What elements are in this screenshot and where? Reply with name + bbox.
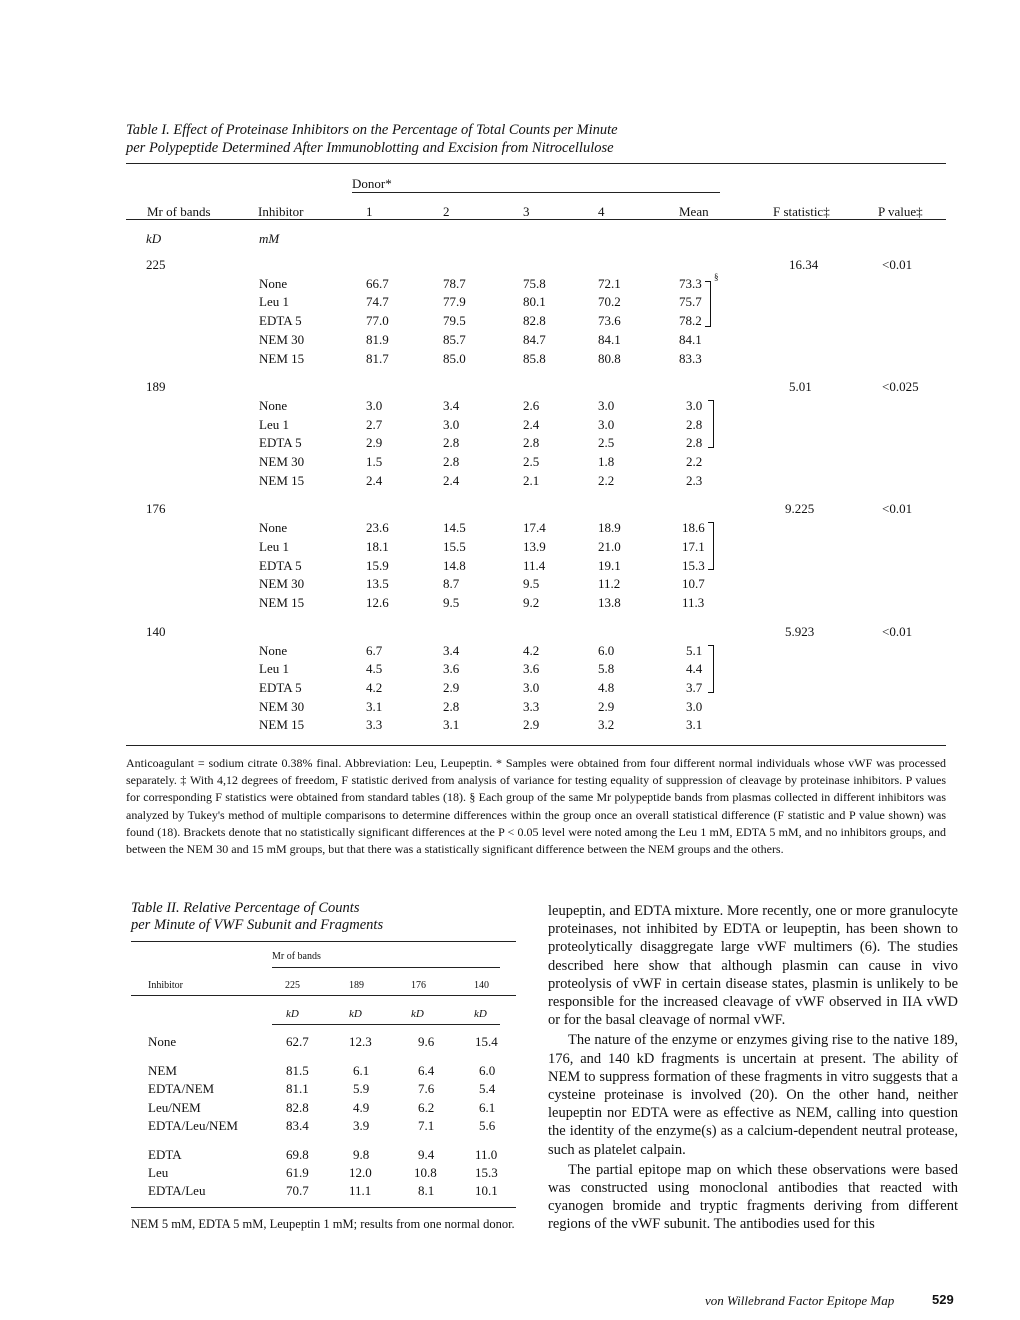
table2-value: 81.1: [286, 1081, 309, 1096]
table1-value: 6.0: [598, 643, 615, 658]
table1-value: 11.2: [598, 576, 621, 591]
table1-value: 84.7: [523, 332, 546, 347]
table1-bottom-rule: [126, 745, 946, 746]
body-paragraph-1: leupeptin, and EDTA mixture. More recently, one or more granulocyte proteinases, not inhibited by EDTA or leupeptin, has been shown to proteolytically disaggregate large vWF multimers (6). The studies described here show that although plasmin can cause in vivo proteolysis of vWF in certain disease states, plasmin is unlikely to be responsible for the increased cleavage of vWF observed in IIA vWD or for the basal cleavage of normal vWF.: [548, 903, 958, 1029]
table1-mean: 18.6: [682, 520, 705, 535]
table2-unit: kD: [474, 1008, 487, 1020]
table1-inhibitor: Leu 1: [259, 539, 289, 554]
table1-value: 21.0: [598, 539, 621, 554]
table1-mean: 3.1: [686, 717, 703, 732]
table1-bracket: [708, 645, 714, 693]
table1-group-p: <0.01: [882, 624, 913, 639]
table2-mr-header: Mr of bands: [272, 951, 321, 962]
table2-top-rule: [131, 941, 516, 942]
table2-value: 5.6: [479, 1118, 496, 1133]
table1-value: 2.4: [366, 473, 383, 488]
table2-col-header: 225: [285, 980, 300, 991]
table2-inhibitor: EDTA/Leu/NEM: [148, 1118, 238, 1133]
table1-value: 15.9: [366, 558, 389, 573]
table1-value: 77.9: [443, 294, 466, 309]
table1-value: 13.9: [523, 539, 546, 554]
table2-value: 82.8: [286, 1100, 309, 1115]
table1-unit-inhibitor: mM: [259, 231, 280, 246]
table2-value: 5.4: [479, 1081, 496, 1096]
table1-inhibitor: NEM 30: [259, 332, 305, 347]
table1-value: 79.5: [443, 313, 466, 328]
table1-value: 13.8: [598, 595, 621, 610]
table1-value: 2.9: [443, 680, 460, 695]
table1-inhibitor: None: [259, 520, 288, 535]
table1-value: 18.1: [366, 539, 389, 554]
table1-value: 80.8: [598, 351, 621, 366]
table1-mean: 3.7: [686, 680, 703, 695]
table1-inhibitor: NEM 15: [259, 351, 305, 366]
table1-value: 2.8: [443, 454, 460, 469]
table1-inhibitor: EDTA 5: [259, 558, 302, 573]
table2-value: 69.8: [286, 1147, 309, 1162]
table1-inhibitor: Leu 1: [259, 294, 289, 309]
table2-value: 10.8: [414, 1165, 437, 1180]
table1-value: 4.2: [523, 643, 540, 658]
table1-caption: [126, 121, 946, 157]
table1-value: 23.6: [366, 520, 389, 535]
table1-value: 8.7: [443, 576, 460, 591]
table1-value: 2.1: [523, 473, 540, 488]
table1-donor-header: Donor*: [352, 176, 392, 191]
table2-col-header: 140: [474, 980, 489, 991]
table2-value: 6.2: [418, 1100, 435, 1115]
table2-caption-line1: Table II. Relative Percentage of Counts: [131, 900, 360, 916]
table1-header-mean: Mean: [679, 204, 709, 219]
table1-footnote: Anticoagulant = sodium citrate 0.38% final. Abbreviation: Leu, Leupeptin. * Samples were obtained from four different normal individuals whose vWF was processed separately. ‡ With 4,12 degrees of freedom, F statistic derived from analysis of variance for testing equality of suppression of cleavage by proteinase inhibitors. P values for corresponding F statistics were obtained from standard tables (18). § Each group of the same Mr polypeptide bands from plasmas collected in different inhibitors was analyzed by Tukey's method of multiple comparisons to determine differences within the group once an overall statistical difference (F statistic and P value shown) was found (18). Brackets denote that no statistically significant differences at the P < 0.05 level were noted among the Leu 1 mM, EDTA 5 mM, and no inhibitors groups, and between the NEM 30 and 15 mM groups, but that there was a statistically significant difference between the NEM groups and the others.: [126, 756, 946, 857]
table1-inhibitor: EDTA 5: [259, 313, 302, 328]
table1-donor-rule: [352, 192, 720, 193]
table1-value: 4.2: [366, 680, 383, 695]
table1-mean: 73.3: [679, 276, 702, 291]
table1-header-donor-2: 2: [443, 204, 450, 219]
table1-value: 11.4: [523, 558, 546, 573]
table1-value: 2.8: [523, 435, 540, 450]
table1-value: 2.7: [366, 417, 383, 432]
table2-value: 11.0: [475, 1147, 498, 1162]
table1-value: 3.4: [443, 643, 460, 658]
table1-value: 3.2: [598, 717, 615, 732]
table2-header-rule: [131, 995, 516, 996]
table1-value: 81.9: [366, 332, 389, 347]
table1-value: 2.9: [366, 435, 383, 450]
table2-value: 83.4: [286, 1118, 309, 1133]
table1-mean: 2.3: [686, 473, 703, 488]
table1-value: 15.5: [443, 539, 466, 554]
table1-inhibitor: NEM 15: [259, 473, 305, 488]
table2-unit: kD: [411, 1008, 424, 1020]
table1-mean: 4.4: [686, 661, 703, 676]
table1-value: 75.8: [523, 276, 546, 291]
table2-value: 12.0: [349, 1165, 372, 1180]
table1-value: 2.2: [598, 473, 615, 488]
table2-value: 9.6: [418, 1034, 435, 1049]
table1-group-f: 16.34: [789, 257, 819, 272]
table1-value: 2.5: [598, 435, 615, 450]
running-footer-title: von Willebrand Factor Epitope Map: [705, 1293, 895, 1308]
table1-value: 3.4: [443, 398, 460, 413]
table1-value: 14.5: [443, 520, 466, 535]
table2-value: 7.6: [418, 1081, 435, 1096]
table1-value: 5.8: [598, 661, 615, 676]
table1-inhibitor: NEM 15: [259, 595, 305, 610]
table1-value: 14.8: [443, 558, 466, 573]
table1-header-mr: Mr of bands: [147, 204, 211, 219]
table1-bracket: [708, 522, 714, 570]
table1-value: 66.7: [366, 276, 389, 291]
table2-bottom-rule: [131, 1207, 516, 1208]
table1-value: 3.3: [366, 717, 383, 732]
table2-value: 6.1: [479, 1100, 496, 1115]
body-paragraph-3: The partial epitope map on which these observations were based was constructed using monoclonal antibodies that reacted with cyanogen bromide and tryptic fragments deriving from different regions of the vWF subunit. The antibodies used for this: [548, 1161, 958, 1233]
table1-value: 78.7: [443, 276, 466, 291]
table1-value: 72.1: [598, 276, 621, 291]
table1-value: 3.3: [523, 699, 540, 714]
table1-mean: 2.2: [686, 454, 703, 469]
table1-mean: 3.0: [686, 699, 703, 714]
table1-header-p: P value‡: [878, 204, 923, 219]
table2-unit: kD: [349, 1008, 362, 1020]
table2-inhibitor: EDTA: [148, 1147, 182, 1162]
table1-mean: 15.3: [682, 558, 705, 573]
table1-group-mr: 225: [146, 257, 166, 272]
table2-inhibitor: Leu: [148, 1165, 169, 1180]
table1-value: 13.5: [366, 576, 389, 591]
table1-group-f: 9.225: [785, 501, 815, 516]
table1-mean: 83.3: [679, 351, 702, 366]
table1-group-p: <0.01: [882, 501, 913, 516]
table1-mean: 78.2: [679, 313, 702, 328]
table1-value: 12.6: [366, 595, 389, 610]
table1-value: 1.5: [366, 454, 383, 469]
table1-value: 6.7: [366, 643, 383, 658]
table2-value: 3.9: [353, 1118, 370, 1133]
table2-value: 10.1: [475, 1183, 498, 1198]
table1-value: 3.0: [598, 398, 615, 413]
table1-mean: 17.1: [682, 539, 705, 554]
table1-value: 2.6: [523, 398, 540, 413]
table1-value: 3.1: [366, 699, 383, 714]
table1-caption-line2: per Polypeptide Determined After Immunoblotting and Excision from Nitrocellulose: [126, 140, 614, 156]
table1-inhibitor: EDTA 5: [259, 435, 302, 450]
table1-bracket: [705, 281, 711, 327]
table1-value: 9.5: [443, 595, 460, 610]
table2-inhibitor: EDTA/Leu: [148, 1183, 206, 1198]
table2-mr-rule: [272, 967, 500, 968]
table1-value: 84.1: [598, 332, 621, 347]
table1-inhibitor: NEM 30: [259, 699, 305, 714]
table1-value: 3.6: [443, 661, 460, 676]
body-paragraph-2: The nature of the enzyme or enzymes giving rise to the native 189, 176, and 140 kD fragments is uncertain at present. The ability of NEM to suppress formation of these fragments in vitro suggests that a cysteine proteinase is involved (20). On the other hand, neither leupeptin nor EDTA were as effective as NEM, calling into question the identity of the enzyme(s) as a calcium-dependent neutral protease, such as platelet calpain.: [548, 1032, 958, 1158]
table1-header-inhibitor: Inhibitor: [258, 204, 304, 219]
table2-value: 8.1: [418, 1183, 435, 1198]
table1-value: 4.8: [598, 680, 615, 695]
table1-value: 17.4: [523, 520, 546, 535]
body-text: [548, 902, 958, 1234]
table1-value: 9.5: [523, 576, 540, 591]
table1-value: 3.1: [443, 717, 460, 732]
table1-caption-line1: Table I. Effect of Proteinase Inhibitors on the Percentage of Total Counts per Minute: [126, 122, 618, 138]
table1-top-rule: [126, 163, 946, 164]
table2-col-header: 189: [349, 980, 364, 991]
table1-value: 2.8: [443, 435, 460, 450]
table1-bracket: [708, 400, 714, 448]
table2-value: 15.3: [475, 1165, 498, 1180]
table1-value: 2.4: [523, 417, 540, 432]
table1-value: 73.6: [598, 313, 621, 328]
table1-header-f: F statistic‡: [773, 204, 830, 219]
table1-mean: 3.0: [686, 398, 703, 413]
table1-inhibitor: NEM 30: [259, 454, 305, 469]
table2-value: 12.3: [349, 1034, 372, 1049]
table2-col-header: 176: [411, 980, 426, 991]
table1-value: 18.9: [598, 520, 621, 535]
table1-value: 70.2: [598, 294, 621, 309]
table1-value: 3.0: [598, 417, 615, 432]
table1-group-f: 5.923: [785, 624, 815, 639]
table2-value: 11.1: [349, 1183, 372, 1198]
table2-inhibitor: Leu/NEM: [148, 1100, 201, 1115]
table2-value: 9.8: [353, 1147, 370, 1162]
table2-value: 81.5: [286, 1063, 309, 1078]
table1-inhibitor: Leu 1: [259, 661, 289, 676]
table2-value: 6.1: [353, 1063, 370, 1078]
table1-group-mr: 140: [146, 624, 166, 639]
table2-value: 15.4: [475, 1034, 498, 1049]
table1-value: 2.5: [523, 454, 540, 469]
table1-mean: 84.1: [679, 332, 702, 347]
table1-value: 2.9: [523, 717, 540, 732]
table1-value: 3.0: [366, 398, 383, 413]
table1-value: 74.7: [366, 294, 389, 309]
table2-value: 62.7: [286, 1034, 309, 1049]
table2-note: NEM 5 mM, EDTA 5 mM, Leupeptin 1 mM; results from one normal donor.: [131, 1217, 515, 1231]
table2-inhibitor: EDTA/NEM: [148, 1081, 215, 1096]
table2-value: 5.9: [353, 1081, 370, 1096]
table1-value: 9.2: [523, 595, 540, 610]
table1-group-p: <0.025: [882, 379, 919, 394]
table1-value: 81.7: [366, 351, 389, 366]
table2-value: 7.1: [418, 1118, 435, 1133]
table1-value: 77.0: [366, 313, 389, 328]
table1-value: 3.0: [443, 417, 460, 432]
table2-value: 61.9: [286, 1165, 309, 1180]
table1-mean: 2.8: [686, 435, 703, 450]
table1-mean: 5.1: [686, 643, 703, 658]
table2-value: 6.0: [479, 1063, 496, 1078]
table2-caption: [131, 900, 431, 934]
table1-value: 3.0: [523, 680, 540, 695]
table2-value: 9.4: [418, 1147, 435, 1162]
table1-inhibitor: Leu 1: [259, 417, 289, 432]
table1-mean: 10.7: [682, 576, 705, 591]
table1-mean: 11.3: [682, 595, 705, 610]
table1-section-mark: §: [714, 272, 719, 282]
table2-value: 6.4: [418, 1063, 435, 1078]
table1-value: 85.0: [443, 351, 466, 366]
table1-value: 2.4: [443, 473, 460, 488]
table1-value: 2.9: [598, 699, 615, 714]
table2-unit: kD: [286, 1008, 299, 1020]
table1-inhibitor: NEM 30: [259, 576, 305, 591]
table1-inhibitor: None: [259, 276, 288, 291]
table1-mean: 75.7: [679, 294, 702, 309]
table1-inhibitor: EDTA 5: [259, 680, 302, 695]
table2-value: 4.9: [353, 1100, 370, 1115]
table1-value: 19.1: [598, 558, 621, 573]
page-number: 529: [932, 1292, 954, 1307]
table1-inhibitor: NEM 15: [259, 717, 305, 732]
table1-value: 85.7: [443, 332, 466, 347]
table1-mean: 2.8: [686, 417, 703, 432]
table2-unit-rule: [272, 1024, 500, 1025]
table2-inhibitor: NEM: [148, 1063, 177, 1078]
table1-value: 85.8: [523, 351, 546, 366]
table1-inhibitor: None: [259, 398, 288, 413]
table1-header-rule: [126, 219, 946, 220]
table2-inhibitor-header: Inhibitor: [148, 980, 183, 991]
table1-value: 2.8: [443, 699, 460, 714]
table2-value: 70.7: [286, 1183, 309, 1198]
table2-inhibitor: None: [148, 1034, 177, 1049]
table1-group-p: <0.01: [882, 257, 913, 272]
table1-value: 3.6: [523, 661, 540, 676]
table1-header-donor-4: 4: [598, 204, 605, 219]
table1-header-donor-1: 1: [366, 204, 373, 219]
table1-value: 1.8: [598, 454, 615, 469]
table1-value: 80.1: [523, 294, 546, 309]
table1-group-mr: 176: [146, 501, 166, 516]
table2-caption-line2: per Minute of VWF Subunit and Fragments: [131, 917, 384, 933]
table1-value: 82.8: [523, 313, 546, 328]
table1-inhibitor: None: [259, 643, 288, 658]
table1-group-mr: 189: [146, 379, 166, 394]
table1-unit-mr: kD: [146, 231, 162, 246]
table1-header-donor-3: 3: [523, 204, 530, 219]
table1-group-f: 5.01: [789, 379, 812, 394]
table1-value: 4.5: [366, 661, 383, 676]
